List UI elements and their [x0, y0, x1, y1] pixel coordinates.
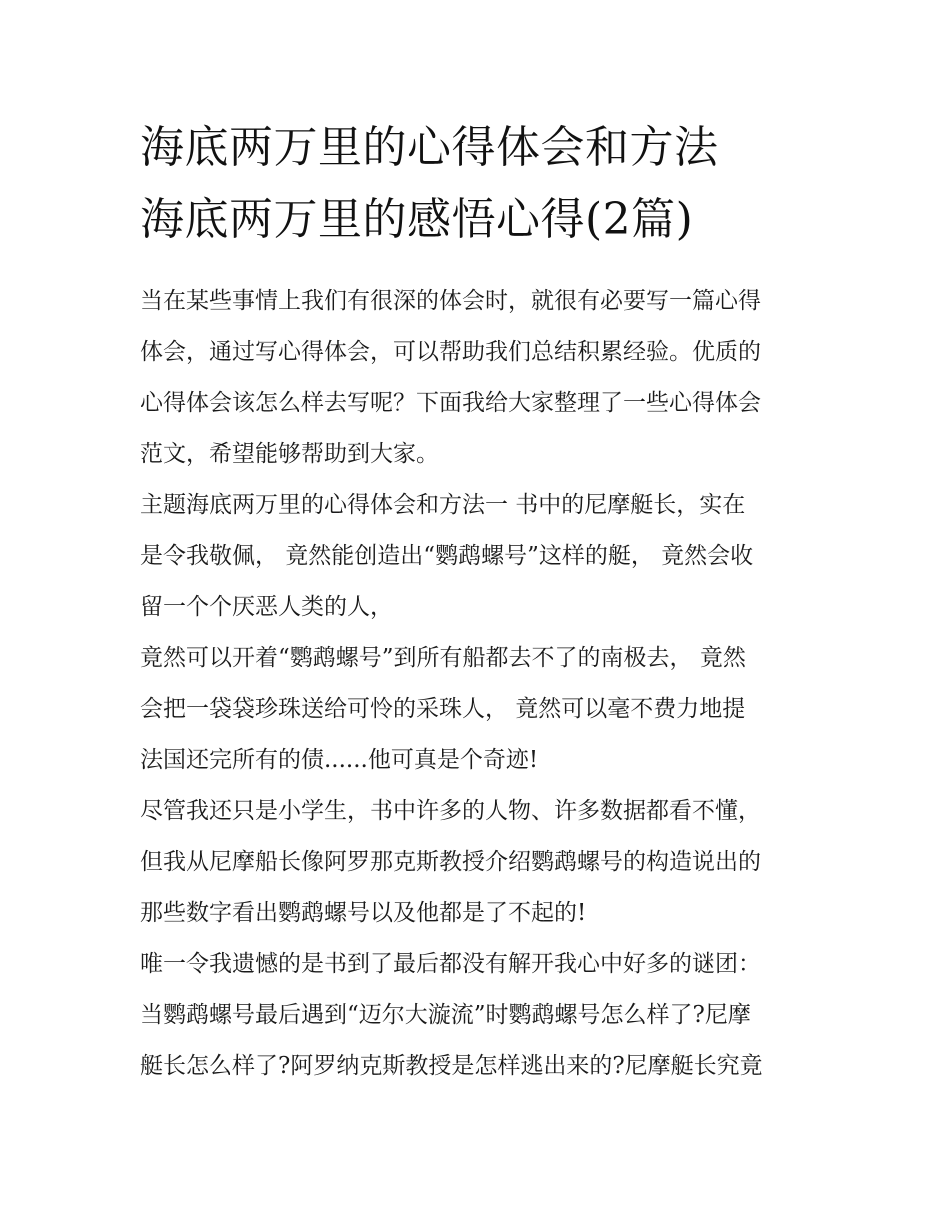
title-line-1: 海底两万里的心得体会和方法 [140, 122, 719, 173]
document-title [140, 112, 840, 256]
body-line: 主题海底两万里的心得体会和方法一 书中的尼摩艇长，实在 [140, 492, 746, 518]
body-line: 是令我敬佩， 竟然能创造出“鹦鹉螺号”这样的艇， 竟然会收 [140, 543, 754, 569]
title-line-2: 海底两万里的感悟心得(2篇) [140, 194, 694, 245]
body-line: 竟然可以开着“鹦鹉螺号”到所有船都去不了的南极去， 竟然 [140, 645, 746, 671]
body-line: 唯一令我遗憾的是书到了最后都没有解开我心中好多的谜团： [140, 951, 761, 977]
body-line: 心得体会该怎么样去写呢？下面我给大家整理了一些心得体会 [140, 390, 761, 416]
body-line: 法国还完所有的债......他可真是个奇迹! [140, 747, 539, 773]
body-line: 体会，通过写心得体会，可以帮助我们总结积累经验。优质的 [140, 339, 761, 365]
body-line: 会把一袋袋珍珠送给可怜的采珠人， 竟然可以毫不费力地提 [140, 696, 746, 722]
body-line: 当鹦鹉螺号最后遇到“迈尔大漩流”时鹦鹉螺号怎么样了?尼摩 [140, 1002, 751, 1028]
body-line: 但我从尼摩船长像阿罗那克斯教授介绍鹦鹉螺号的构造说出的 [140, 849, 761, 875]
body-line: 那些数字看出鹦鹉螺号以及他都是了不起的! [140, 900, 587, 926]
body-line: 尽管我还只是小学生，书中许多的人物、许多数据都看不懂， [140, 798, 761, 824]
body-line: 当在某些事情上我们有很深的体会时，就很有必要写一篇心得 [140, 288, 761, 314]
body-line: 范文，希望能够帮助到大家。 [140, 441, 439, 467]
body-line: 留一个个厌恶人类的人， [140, 594, 393, 620]
document-body [140, 276, 812, 1092]
body-line: 艇长怎么样了?阿罗纳克斯教授是怎样逃出来的?尼摩艇长究竟 [140, 1053, 763, 1079]
